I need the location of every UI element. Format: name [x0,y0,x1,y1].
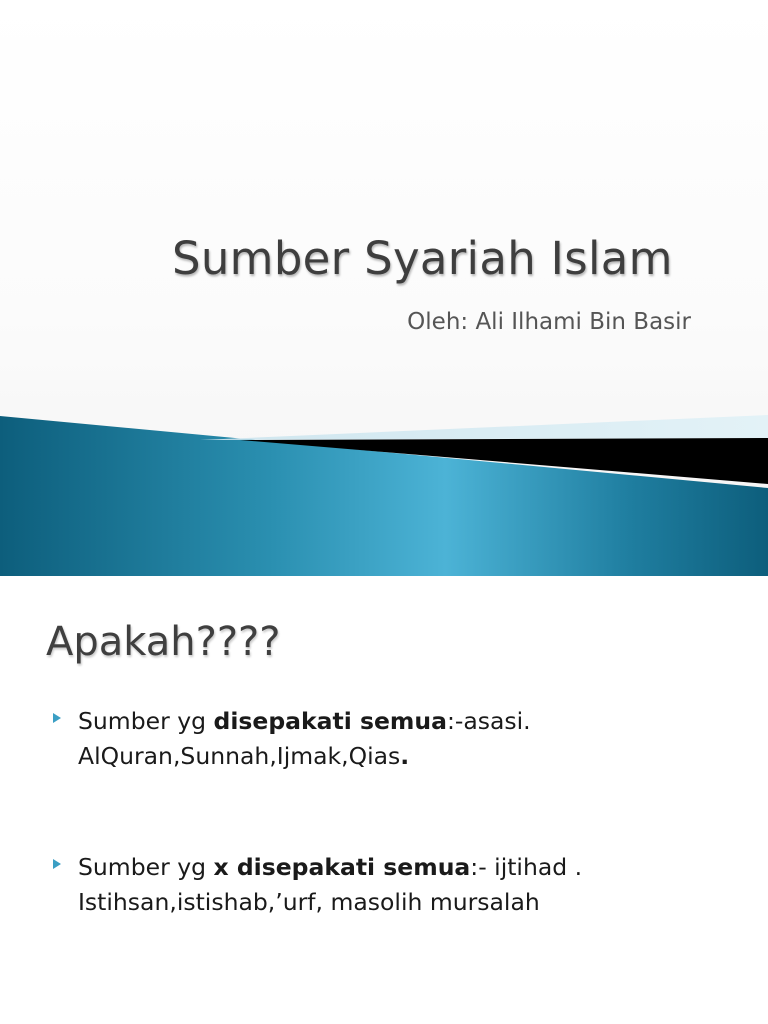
slide-title: Sumber Syariah Islam [172,232,673,285]
bullet-bold-text: disepakati semua [213,707,447,735]
bullet-line2: Istihsan,istishab,’urf, masolih mursalah [78,888,540,916]
bullet-suffix: :- ijtihad . [470,853,583,881]
content-slide [0,576,768,1024]
slide-subtitle: Oleh: Ali Ilhami Bin Basir [407,309,691,335]
bullet-text [78,850,738,920]
decorative-wave-band [0,400,768,576]
bullet-line2-end: . [400,742,410,770]
bullet-prefix: Sumber yg [78,707,214,735]
bullet-bold-text: x disepakati semua [213,853,471,881]
slide-heading: Apakah???? [46,619,281,665]
bullet-line2: AlQuran,Sunnah,Ijmak,Qias [78,742,401,770]
bullet-suffix: :-asasi. [446,707,531,735]
triangle-right-icon [52,858,62,870]
bullet-prefix: Sumber yg [78,853,214,881]
light-strip-shape [200,415,768,440]
bullet-text [78,704,738,774]
triangle-right-icon [52,712,62,724]
